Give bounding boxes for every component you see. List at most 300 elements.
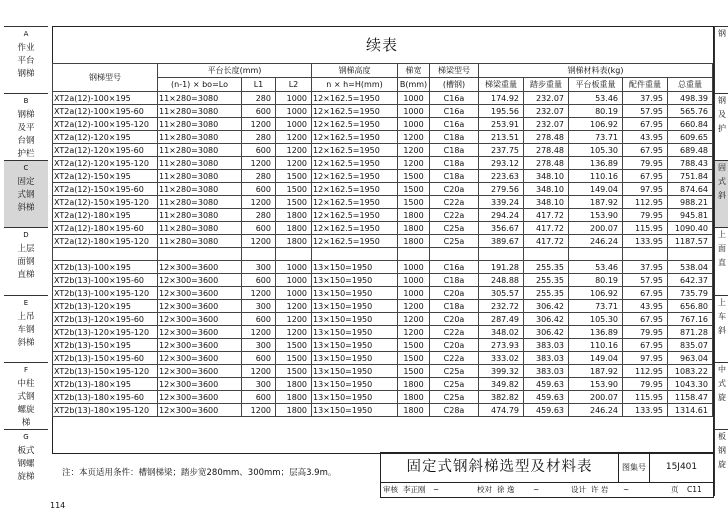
left-tab-letter: G (23, 432, 29, 441)
table-cell: 348.10 (524, 170, 569, 183)
table-cell: 660.84 (668, 118, 713, 131)
table-cell: 1200 (242, 287, 276, 300)
table-cell: C22a (430, 352, 479, 365)
table-cell: XT2b(13)-180×195-120 (53, 404, 158, 417)
table-cell: 79.95 (623, 157, 668, 170)
sheet-title: 固定式钢斜梯选型及材料表 (381, 453, 619, 483)
table-row (53, 261, 713, 274)
table-cell: 1500 (398, 352, 430, 365)
table-cell: 1200 (398, 313, 430, 326)
table-cell: 349.82 (479, 378, 524, 391)
table-cell: 80.19 (569, 105, 623, 118)
table-cell: 273.93 (479, 339, 524, 352)
table-cell: 13×150=1950 (312, 365, 398, 378)
table-cell: 417.72 (524, 209, 569, 222)
table-cell: 600 (242, 274, 276, 287)
table-cell: C18a (430, 131, 479, 144)
table-row (53, 313, 713, 326)
table-cell: 1000 (398, 261, 430, 274)
left-tab-f[interactable] (4, 362, 48, 430)
table-cell: 287.49 (479, 313, 524, 326)
table-cell: 13×150=1950 (312, 339, 398, 352)
table-cell: 12×162.5=1950 (312, 105, 398, 118)
table-cell: 1000 (398, 105, 430, 118)
table-cell: 106.92 (569, 118, 623, 131)
table-row (53, 105, 713, 118)
table-row (53, 118, 713, 131)
table-cell: XT2a(12)-150×195-120 (53, 196, 158, 209)
table-row (53, 378, 713, 391)
table-cell: 538.04 (668, 261, 713, 274)
table-cell: XT2b(13)-100×195-120 (53, 287, 158, 300)
table-cell: 11×280=3080 (158, 118, 242, 131)
table-cell: 73.71 (569, 300, 623, 313)
table-cell: C22a (430, 326, 479, 339)
table-cell: 12×300=3600 (158, 378, 242, 391)
table-cell: 278.48 (524, 131, 569, 144)
table-cell: 1000 (276, 92, 312, 105)
table-cell: 115.95 (623, 391, 668, 404)
header-model: 钢梯型号 (53, 64, 158, 92)
table-cell: C18a (430, 144, 479, 157)
table-cell: 115.95 (623, 222, 668, 235)
table-cell: 1200 (242, 235, 276, 248)
table-cell: XT2b(13)-100×195-60 (53, 274, 158, 287)
table-cell: 12×162.5=1950 (312, 222, 398, 235)
table-cell: 1500 (276, 196, 312, 209)
table-cell: 12×300=3600 (158, 261, 242, 274)
left-tab-e[interactable] (4, 295, 48, 363)
table-cell: 1200 (398, 144, 430, 157)
table-cell: 105.30 (569, 313, 623, 326)
header-beam: 梯梁型号 (430, 64, 479, 78)
table-cell: 767.16 (668, 313, 713, 326)
table-cell: 11×280=3080 (158, 183, 242, 196)
table-cell: 399.32 (479, 365, 524, 378)
table-cell: 279.56 (479, 183, 524, 196)
review-label: 审核 (383, 485, 398, 494)
table-cell: 67.95 (623, 339, 668, 352)
table-cell: 1800 (398, 391, 430, 404)
table-cell: 300 (242, 339, 276, 352)
right-tab-2[interactable]: 固式斜 (715, 160, 728, 228)
table-cell: 11×280=3080 (158, 131, 242, 144)
table-cell: XT2b(13)-120×195-120 (53, 326, 158, 339)
table-cell: 232.72 (479, 300, 524, 313)
table-cell: 1800 (398, 235, 430, 248)
table-row (53, 209, 713, 222)
table-cell: 255.35 (524, 287, 569, 300)
table-cell: 133.95 (623, 235, 668, 248)
left-tab-d[interactable] (4, 227, 48, 295)
left-tab-b[interactable] (4, 93, 48, 161)
table-cell: 1000 (398, 92, 430, 105)
header-height: 钢梯高度 (312, 64, 398, 78)
table-cell: 600 (242, 352, 276, 365)
table-cell: 945.81 (668, 209, 713, 222)
table-cell: C16a (430, 261, 479, 274)
table-cell: 1500 (398, 196, 430, 209)
table-cell: 174.92 (479, 92, 524, 105)
table-cell: 1800 (398, 209, 430, 222)
table-cell: XT2a(12)-120×195-120 (53, 157, 158, 170)
table-cell: 656.80 (668, 300, 713, 313)
table-cell: 305.57 (479, 287, 524, 300)
table-cell: XT2a(12)-120×195 (53, 131, 158, 144)
table-cell: 871.28 (668, 326, 713, 339)
header-fitting-weight: 配件重量 (623, 78, 668, 92)
table-cell: 459.63 (524, 404, 569, 417)
left-tab-letter: D (23, 231, 29, 240)
table-cell: 1800 (276, 222, 312, 235)
table-cell: 300 (242, 300, 276, 313)
table-cell: 13×150=1950 (312, 261, 398, 274)
table-cell: 11×280=3080 (158, 170, 242, 183)
table-cell: C25a (430, 222, 479, 235)
table-cell: 278.48 (524, 144, 569, 157)
table-cell: 80.19 (569, 274, 623, 287)
table-cell: C18a (430, 300, 479, 313)
spacer-cell (53, 248, 158, 261)
table-cell: 1000 (398, 274, 430, 287)
table-cell: 382.82 (479, 391, 524, 404)
table-cell: C25a (430, 391, 479, 404)
designer-signature: ~ (623, 485, 630, 494)
table-cell: 97.95 (623, 352, 668, 365)
table-cell: 1200 (398, 326, 430, 339)
right-tab-6[interactable]: 板钢旋 (715, 429, 728, 497)
table-row (53, 131, 713, 144)
table-row (53, 92, 713, 105)
table-cell: 12×162.5=1950 (312, 118, 398, 131)
reviewer-name: 李正刚 (403, 485, 426, 494)
right-tab-5[interactable]: 中式旋 (715, 362, 728, 430)
table-cell: 1000 (276, 274, 312, 287)
table-cell: XT2a(12)-180×195-120 (53, 235, 158, 248)
table-cell: C20a (430, 339, 479, 352)
table-cell: 459.63 (524, 391, 569, 404)
checker-name: 徐 逸 (497, 485, 515, 494)
table-cell: 67.95 (623, 313, 668, 326)
table-cell: 13×150=1950 (312, 391, 398, 404)
table-cell: 53.46 (569, 92, 623, 105)
table-cell: 689.48 (668, 144, 713, 157)
table-cell: 12×300=3600 (158, 404, 242, 417)
left-tab-c[interactable] (4, 160, 48, 228)
table-cell: 1000 (276, 287, 312, 300)
table-cell: C18a (430, 274, 479, 287)
table-cell: 11×280=3080 (158, 157, 242, 170)
table-row (53, 404, 713, 417)
header-height-formula: n × h=H(mm) (312, 78, 398, 92)
table-cell: 149.04 (569, 352, 623, 365)
table-cell: 642.37 (668, 274, 713, 287)
table-cell: 1200 (242, 157, 276, 170)
table-cell: 1200 (276, 131, 312, 144)
table-cell: 1200 (242, 404, 276, 417)
table-row (53, 222, 713, 235)
table-cell: 213.51 (479, 131, 524, 144)
table-cell: 79.95 (623, 378, 668, 391)
table-cell: C20a (430, 313, 479, 326)
table-cell: 1000 (276, 261, 312, 274)
spacer-cell (524, 248, 569, 261)
table-cell: 73.71 (569, 131, 623, 144)
header-platform-weight: 平台板重量 (569, 78, 623, 92)
table-cell: 874.64 (668, 183, 713, 196)
table-cell: 306.42 (524, 326, 569, 339)
table-cell: 12×300=3600 (158, 326, 242, 339)
table-cell: XT2b(13)-150×195 (53, 339, 158, 352)
table-cell: C18a (430, 170, 479, 183)
left-tab-letter: F (23, 365, 29, 374)
table-cell: 1090.40 (668, 222, 713, 235)
table-cell: 1200 (276, 157, 312, 170)
table-cell: 11×280=3080 (158, 144, 242, 157)
table-cell: 12×162.5=1950 (312, 170, 398, 183)
table-cell: 1200 (242, 196, 276, 209)
table-cell: XT2a(12)-100×195-120 (53, 118, 158, 131)
table-cell: 1800 (398, 222, 430, 235)
table-cell: 1043.30 (668, 378, 713, 391)
spacer-cell (276, 248, 312, 261)
spacer-cell (623, 248, 668, 261)
table-cell: 195.56 (479, 105, 524, 118)
table-cell: 1800 (276, 391, 312, 404)
table-row (53, 235, 713, 248)
table-cell: 600 (242, 313, 276, 326)
table-cell: 1000 (398, 118, 430, 131)
table-cell: XT2a(12)-180×195-60 (53, 222, 158, 235)
table-cell: 43.95 (623, 300, 668, 313)
table-cell: XT2a(12)-180×195 (53, 209, 158, 222)
table-cell: C22a (430, 209, 479, 222)
table-cell: 187.92 (569, 196, 623, 209)
table-cell: 12×162.5=1950 (312, 235, 398, 248)
table-cell: 306.42 (524, 300, 569, 313)
table-cell: 200.07 (569, 222, 623, 235)
table-cell: XT2b(13)-100×195 (53, 261, 158, 274)
table-cell: 459.63 (524, 378, 569, 391)
table-cell: 788.43 (668, 157, 713, 170)
header-materials: 钢梯材料表(kg) (479, 64, 713, 78)
table-cell: 280 (242, 170, 276, 183)
table-cell: 735.79 (668, 287, 713, 300)
table-cell: 1500 (398, 183, 430, 196)
material-table (52, 63, 713, 417)
table-cell: 106.92 (569, 287, 623, 300)
table-cell: 600 (242, 222, 276, 235)
header-beam-sub: (槽钢) (430, 78, 479, 92)
table-cell: 1500 (276, 183, 312, 196)
table-cell: 13×150=1950 (312, 378, 398, 391)
title-block (380, 452, 714, 498)
left-tab-letter: A (23, 30, 29, 38)
table-cell: 37.95 (623, 92, 668, 105)
page-label: 页 (671, 485, 679, 494)
table-row (53, 170, 713, 183)
table-cell: 13×150=1950 (312, 326, 398, 339)
table-cell: 12×162.5=1950 (312, 131, 398, 144)
table-cell: 12×300=3600 (158, 313, 242, 326)
right-tab-3[interactable]: 上面直 (715, 227, 728, 295)
spacer-cell (569, 248, 623, 261)
table-cell: 1200 (276, 313, 312, 326)
table-cell: 280 (242, 209, 276, 222)
table-cell: 12×300=3600 (158, 391, 242, 404)
table-cell: C16a (430, 92, 479, 105)
table-cell: 963.04 (668, 352, 713, 365)
table-cell: 1200 (242, 365, 276, 378)
table-cell: 110.16 (569, 170, 623, 183)
header-width: 梯宽 (398, 64, 430, 78)
left-tab-g[interactable] (4, 429, 48, 497)
header-total-weight: 总重量 (668, 78, 713, 92)
table-cell: C25a (430, 235, 479, 248)
table-cell: 383.03 (524, 365, 569, 378)
spacer-cell (668, 248, 713, 261)
table-cell: 1500 (398, 339, 430, 352)
usage-note: 注：本页适用条件：槽钢梯梁；踏步宽280mm、300mm；层高3.9m。 (62, 468, 337, 478)
table-cell: 153.90 (569, 378, 623, 391)
table-cell: 248.88 (479, 274, 524, 287)
header-l2: L2 (276, 78, 312, 92)
header-tread-weight: 踏步重量 (524, 78, 569, 92)
table-cell: 37.95 (623, 261, 668, 274)
table-cell: 600 (242, 391, 276, 404)
table-cell: 149.04 (569, 183, 623, 196)
table-cell: 53.46 (569, 261, 623, 274)
table-cell: 1500 (276, 170, 312, 183)
table-cell: 294.24 (479, 209, 524, 222)
table-cell: 383.03 (524, 352, 569, 365)
table-cell: 333.02 (479, 352, 524, 365)
table-cell: 12×162.5=1950 (312, 144, 398, 157)
table-spacer-row (53, 248, 713, 261)
table-cell: 12×162.5=1950 (312, 183, 398, 196)
left-tab-a[interactable] (4, 26, 48, 94)
table-row (53, 144, 713, 157)
right-section-tabs (714, 26, 728, 496)
left-tab-label: 钢梯及平台钢护栏 (17, 110, 35, 160)
table-cell: 246.24 (569, 235, 623, 248)
table-cell: XT2b(13)-120×195 (53, 300, 158, 313)
table-cell: 11×280=3080 (158, 209, 242, 222)
header-l1: L1 (242, 78, 276, 92)
spacer-cell (242, 248, 276, 261)
left-tab-label: 作业平台钢梯 (17, 43, 35, 79)
spacer-cell (158, 248, 242, 261)
table-cell: C25a (430, 365, 479, 378)
table-cell: 57.95 (623, 274, 668, 287)
table-cell: 12×162.5=1950 (312, 196, 398, 209)
table-cell: XT2a(12)-150×195-60 (53, 183, 158, 196)
checker-signature: ~ (533, 485, 540, 494)
table-cell: XT2a(12)-150×195 (53, 170, 158, 183)
left-tab-letter: E (23, 298, 29, 307)
table-cell: 191.28 (479, 261, 524, 274)
table-cell: XT2b(13)-150×195-120 (53, 365, 158, 378)
table-cell: 12×162.5=1950 (312, 92, 398, 105)
table-row (53, 157, 713, 170)
table-cell: C18a (430, 157, 479, 170)
left-tab-letter: C (23, 164, 29, 173)
header-platform-formula: (n-1) × bo=Lo (158, 78, 242, 92)
table-cell: XT2a(12)-100×195 (53, 92, 158, 105)
table-cell: 12×300=3600 (158, 274, 242, 287)
table-cell: 67.95 (623, 144, 668, 157)
table-cell: 1200 (276, 300, 312, 313)
design-label: 设计 (571, 485, 586, 494)
table-cell: 153.90 (569, 209, 623, 222)
table-cell: 43.95 (623, 131, 668, 144)
table-cell: 12×300=3600 (158, 365, 242, 378)
table-cell: 306.42 (524, 313, 569, 326)
table-cell: C20a (430, 183, 479, 196)
table-cell: 12×162.5=1950 (312, 209, 398, 222)
table-cell: 1000 (276, 118, 312, 131)
table-cell: 136.89 (569, 326, 623, 339)
table-cell: 12×300=3600 (158, 300, 242, 313)
table-cell: 1800 (276, 209, 312, 222)
table-cell: XT2b(13)-150×195-60 (53, 352, 158, 365)
table-cell: 67.95 (623, 170, 668, 183)
table-cell: 348.10 (524, 183, 569, 196)
left-tab-label: 上吊车钢斜梯 (17, 311, 35, 348)
table-cell: XT2a(12)-120×195-60 (53, 144, 158, 157)
table-cell: 300 (242, 378, 276, 391)
reviewer-signature: ~ (433, 485, 440, 494)
table-cell: 237.75 (479, 144, 524, 157)
table-cell: C28a (430, 404, 479, 417)
table-cell: 13×150=1950 (312, 352, 398, 365)
check-label: 校对 (477, 485, 492, 494)
atlas-label: 图集号 (619, 453, 650, 483)
table-cell: 278.48 (524, 157, 569, 170)
table-cell: 600 (242, 183, 276, 196)
table-cell: C16a (430, 118, 479, 131)
page-number: 114 (50, 501, 66, 510)
table-row (53, 326, 713, 339)
table-cell: 417.72 (524, 235, 569, 248)
right-tab-4[interactable]: 上车斜 (715, 295, 728, 363)
table-row (53, 274, 713, 287)
table-cell: 1500 (398, 365, 430, 378)
table-cell: 13×150=1950 (312, 287, 398, 300)
table-cell: 348.10 (524, 196, 569, 209)
table-cell: 223.63 (479, 170, 524, 183)
table-cell: 300 (242, 261, 276, 274)
table-cell: 1800 (398, 404, 430, 417)
table-cell: 1200 (398, 131, 430, 144)
right-tab-0[interactable]: 钢 (715, 26, 728, 94)
left-tab-label: 板式钢螺旋梯 (17, 445, 35, 482)
left-tab-letter: B (23, 97, 29, 106)
table-cell: 751.84 (668, 170, 713, 183)
table-cell: 835.07 (668, 339, 713, 352)
table-cell: 988.21 (668, 196, 713, 209)
table-cell: 136.89 (569, 157, 623, 170)
spacer-cell (312, 248, 398, 261)
table-cell: XT2b(13)-120×195-60 (53, 313, 158, 326)
table-cell: 1500 (276, 352, 312, 365)
table-cell: 1200 (398, 157, 430, 170)
spacer-cell (430, 248, 479, 261)
table-cell: 498.39 (668, 92, 713, 105)
table-cell: 1200 (276, 326, 312, 339)
right-tab-1[interactable]: 钢及护 (715, 93, 728, 161)
table-cell: 133.95 (623, 404, 668, 417)
